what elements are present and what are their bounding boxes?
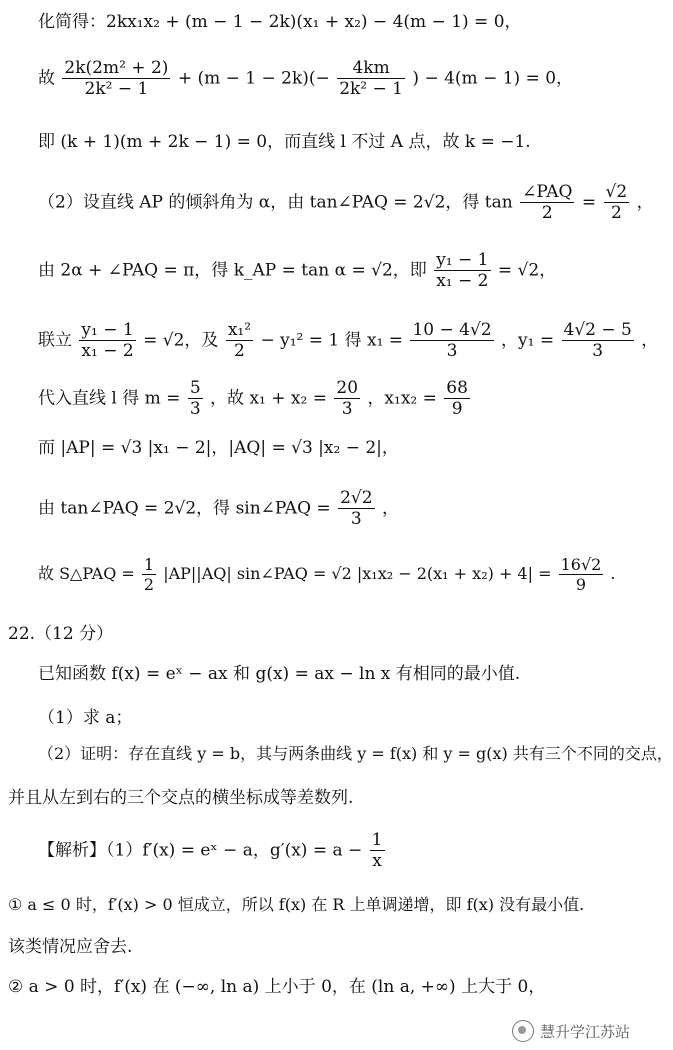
line-7 <box>38 378 472 420</box>
denominator: x <box>372 851 382 872</box>
line-12 <box>38 664 520 684</box>
fraction <box>62 58 170 100</box>
denominator: 2 <box>610 203 622 224</box>
text: ，y₁ = <box>501 330 555 351</box>
fraction <box>444 378 470 420</box>
line-8 <box>38 438 399 458</box>
line-13 <box>38 708 132 728</box>
numerator: 16√2 <box>560 555 602 574</box>
fraction <box>79 320 135 362</box>
fraction <box>410 320 493 362</box>
fraction <box>434 250 490 292</box>
numerator: 10 − 4√2 <box>412 320 492 340</box>
numerator: 1 <box>371 830 383 850</box>
numerator: y₁ − 1 <box>81 320 134 340</box>
denominator: 2 <box>541 203 553 224</box>
fraction <box>188 378 203 420</box>
line-14 <box>38 744 673 763</box>
line-5 <box>38 250 556 292</box>
denominator: x₁ − 2 <box>81 341 134 362</box>
numerator: 2k(2m² + 2) <box>64 58 169 78</box>
denominator: 2k² − 1 <box>339 79 403 100</box>
text: 化简得：2kx₁x₂ + (m − 1 − 2k)(x₁ + x₂) − 4(m − 1) = 0， <box>38 12 522 32</box>
numerator: √2 <box>605 182 628 202</box>
fraction <box>338 488 374 530</box>
denominator: 9 <box>451 399 463 420</box>
numerator: ∠PAQ <box>522 182 573 202</box>
numerator: 20 <box>336 378 359 398</box>
numerator: 4√2 − 5 <box>563 320 632 340</box>
text: − y₁² = 1 得 x₁ = <box>260 330 404 351</box>
numerator: 4km <box>337 58 405 79</box>
text: 已知函数 f(x) = eˣ − ax 和 g(x) = ax − ln x 有相同的最小值. <box>38 664 521 684</box>
text: = √2， <box>497 260 557 281</box>
problem-number <box>8 624 113 644</box>
denominator: 3 <box>189 399 201 420</box>
text: （1）求 a； <box>38 708 133 728</box>
text: ， <box>636 192 654 213</box>
line-17 <box>8 895 584 914</box>
text: 代入直线 l 得 m = <box>38 388 181 409</box>
line-4 <box>38 182 654 224</box>
line-2 <box>38 58 573 100</box>
line-15 <box>8 788 353 808</box>
denominator: 2 <box>234 341 245 362</box>
text: = <box>581 192 597 213</box>
text: 【解析】（1）f′(x) = eˣ − a，g′(x) = a − <box>38 840 363 861</box>
text: . <box>610 564 616 584</box>
watermark <box>512 1020 630 1042</box>
line-18 <box>8 937 132 957</box>
text: 即 (k + 1)(m + 2k − 1) = 0，而直线 l 不过 A 点，故 k = −1. <box>38 132 531 152</box>
text: （2）设直线 AP 的倾斜角为 α，由 tan∠PAQ = 2√2，得 tan <box>38 192 513 213</box>
text: ，x₁x₂ = <box>367 388 437 409</box>
denominator: 2k² − 1 <box>84 79 149 100</box>
fraction <box>226 320 253 362</box>
text: 故 <box>38 68 55 89</box>
line-6 <box>38 320 658 362</box>
fraction <box>559 555 604 594</box>
numerator: 5 <box>189 378 201 398</box>
text: （2）证明：存在直线 y = b，其与两条曲线 y = f(x) 和 y = g(x) 共有三个不同的交点， <box>38 744 673 763</box>
wechat-logo-icon <box>512 1020 534 1042</box>
text: ， <box>381 498 399 519</box>
fraction <box>520 182 574 224</box>
text: 22.（12 分） <box>8 624 114 644</box>
line-1 <box>38 12 522 32</box>
text: 故 S△PAQ = <box>38 564 135 584</box>
text: ① a ≤ 0 时，f′(x) > 0 恒成立，所以 f(x) 在 R 上单调递增，即 f(x) 没有最小值. <box>8 895 585 914</box>
fraction <box>370 830 385 872</box>
text: |AP||AQ| sin∠PAQ = √2 |x₁x₂ − 2(x₁ + x₂) + 4| = <box>163 564 552 584</box>
line-19 <box>8 977 545 997</box>
fraction <box>562 320 634 362</box>
text: 并且从左到右的三个交点的横坐标成等差数列. <box>8 788 354 808</box>
text: 联立 <box>38 330 72 351</box>
text: 由 2α + ∠PAQ = π，得 k_AP = tan α = √2，即 <box>38 260 427 281</box>
line-10 <box>38 555 616 594</box>
denominator: 9 <box>575 575 587 595</box>
fraction <box>142 555 156 594</box>
text: + (m − 1 − 2k)(− <box>177 68 330 89</box>
text: 该类情况应舍去. <box>8 937 133 957</box>
denominator: 3 <box>446 341 458 362</box>
text: ， <box>641 330 659 351</box>
watermark-text: 慧升学江苏站 <box>539 1022 630 1041</box>
denominator: 2 <box>143 575 155 595</box>
text: ) − 4(m − 1) = 0， <box>412 68 574 89</box>
numerator: 68 <box>446 378 468 398</box>
denominator: x₁ − 2 <box>436 271 489 292</box>
numerator: 2√2 <box>340 488 373 508</box>
line-16 <box>38 830 387 872</box>
text: ，故 x₁ + x₂ = <box>210 388 327 409</box>
line-3 <box>38 132 531 152</box>
fraction <box>337 58 405 100</box>
denominator: 3 <box>592 341 604 362</box>
numerator: x₁² <box>227 320 252 340</box>
numerator: 1 <box>143 555 155 574</box>
numerator: y₁ − 1 <box>436 250 489 270</box>
fraction <box>604 182 630 224</box>
text: = √2，及 <box>143 330 219 351</box>
text: ② a > 0 时，f′(x) 在 (−∞, ln a) 上小于 0，在 (ln a, +∞) 上大于 0， <box>8 977 546 997</box>
text: 由 tan∠PAQ = 2√2，得 sin∠PAQ = <box>38 498 331 519</box>
denominator: 3 <box>341 399 353 420</box>
line-9 <box>38 488 399 530</box>
fraction <box>334 378 360 420</box>
denominator: 3 <box>350 509 362 530</box>
text: 而 |AP| = √3 |x₁ − 2|，|AQ| = √3 |x₂ − 2|， <box>38 438 399 458</box>
